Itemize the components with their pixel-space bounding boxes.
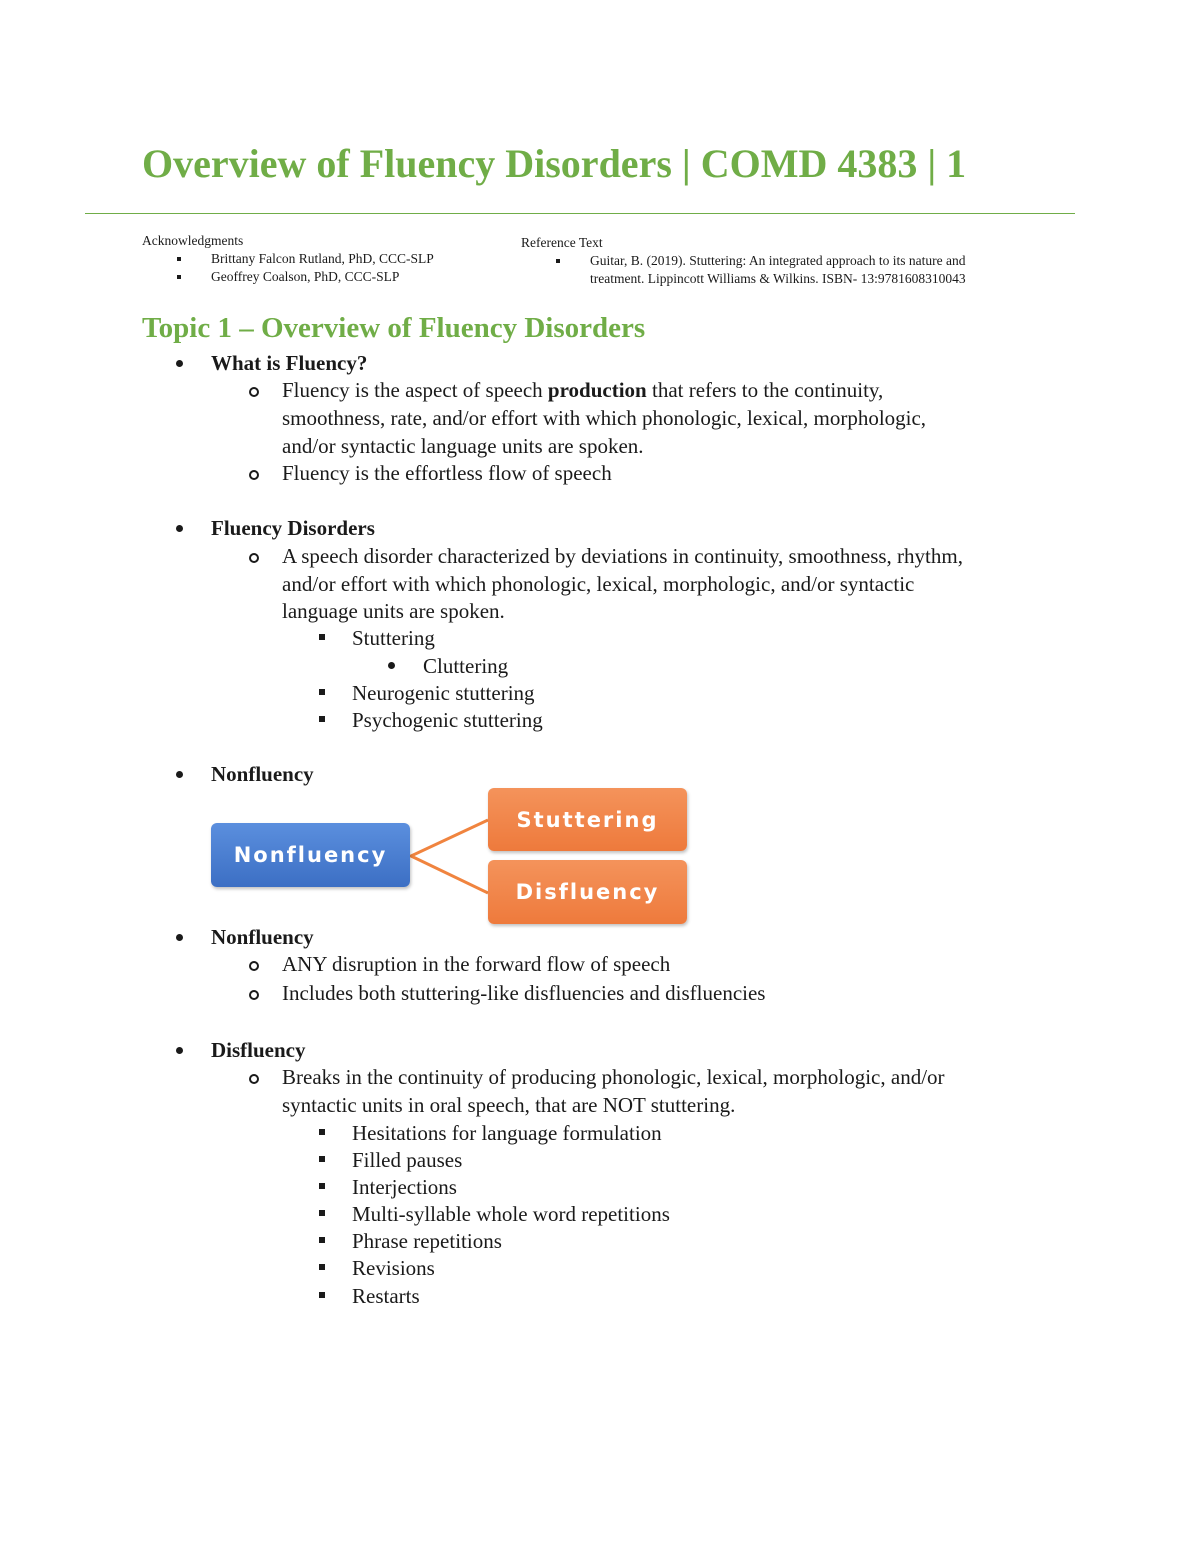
- list-item: Neurogenic stuttering: [352, 681, 535, 705]
- bullet-icon: [176, 934, 183, 941]
- acknowledgments-block: [142, 232, 502, 286]
- bullet-icon: [176, 360, 183, 367]
- section-heading: Disfluency: [211, 1038, 306, 1062]
- list-item: Revisions: [352, 1256, 435, 1280]
- diagram-branch-stuttering: Stuttering: [488, 788, 687, 851]
- definition-text: and/or effort with which phonologic, lexical, morphologic, and/or syntactic: [282, 572, 915, 596]
- diagram-branch-disfluency: Disfluency: [488, 860, 687, 924]
- definition-text: and/or syntactic language units are spoken.: [282, 434, 644, 458]
- square-bullet-icon: [177, 257, 181, 261]
- list-item: Brittany Falcon Rutland, PhD, CCC-SLP: [142, 250, 502, 268]
- square-bullet-icon: [319, 1210, 325, 1216]
- reference-block: [521, 234, 1041, 288]
- list-item: Multi-syllable whole word repetitions: [352, 1202, 670, 1226]
- definition-text: syntactic units in oral speech, that are NOT stuttering.: [282, 1093, 736, 1117]
- list-item: Interjections: [352, 1175, 457, 1199]
- square-bullet-icon: [319, 1156, 325, 1162]
- list-item: Hesitations for language formulation: [352, 1121, 662, 1145]
- circle-bullet-icon: [249, 990, 259, 1000]
- definition-text: Fluency is the effortless flow of speech: [282, 461, 612, 485]
- bullet-icon: [176, 525, 183, 532]
- section-heading: Fluency Disorders: [211, 516, 375, 540]
- square-bullet-icon: [177, 275, 181, 279]
- circle-bullet-icon: [249, 1074, 259, 1084]
- diagram-root-node: Nonfluency: [211, 823, 410, 887]
- connector-line: [411, 820, 488, 893]
- acknowledgments-list: [142, 250, 502, 286]
- reference-heading: Reference Text: [521, 235, 603, 250]
- square-bullet-icon: [319, 1292, 325, 1298]
- square-bullet-icon: [319, 1129, 325, 1135]
- title-divider: [85, 213, 1075, 214]
- section-heading: What is Fluency?: [211, 351, 368, 375]
- circle-bullet-icon: [249, 387, 259, 397]
- reference-list: [521, 252, 1041, 288]
- definition-text: language units are spoken.: [282, 599, 505, 623]
- circle-bullet-icon: [249, 553, 259, 563]
- square-bullet-icon: [319, 634, 325, 640]
- nonfluency-diagram: [205, 782, 695, 930]
- list-item: Psychogenic stuttering: [352, 708, 543, 732]
- definition-text: ANY disruption in the forward flow of speech: [282, 952, 671, 976]
- square-bullet-icon: [319, 689, 325, 695]
- definition-text: Includes both stuttering-like disfluencies and disfluencies: [282, 981, 766, 1005]
- square-bullet-icon: [319, 716, 325, 722]
- circle-bullet-icon: [249, 470, 259, 480]
- definition-text: smoothness, rate, and/or effort with which phonologic, lexical, morphologic,: [282, 406, 927, 430]
- bullet-icon: [176, 1047, 183, 1054]
- list-item: Phrase repetitions: [352, 1229, 502, 1253]
- bullet-icon: [176, 771, 183, 778]
- topic-heading: Topic 1 – Overview of Fluency Disorders: [142, 312, 646, 344]
- definition-text: Breaks in the continuity of producing phonologic, lexical, morphologic, and/or: [282, 1065, 945, 1089]
- square-bullet-icon: [319, 1264, 325, 1270]
- square-bullet-icon: [319, 1237, 325, 1243]
- list-item: Filled pauses: [352, 1148, 463, 1172]
- list-item: Restarts: [352, 1284, 420, 1308]
- definition-text: Fluency is the aspect of speech production that refers to the continuity,: [282, 378, 884, 402]
- page-title: Overview of Fluency Disorders | COMD 4383 | 1: [142, 141, 967, 186]
- bullet-icon: [388, 662, 395, 669]
- definition-text: A speech disorder characterized by deviations in continuity, smoothness, rhythm,: [282, 544, 963, 568]
- list-item: Guitar, B. (2019). Stuttering: An integrated approach to its nature and treatment. Lippincott Williams & Wilkins. ISBN- 13:9781608310043: [521, 252, 1041, 288]
- acknowledgments-heading: Acknowledgments: [142, 233, 244, 248]
- section-heading: Nonfluency: [211, 762, 314, 786]
- list-item: Geoffrey Coalson, PhD, CCC-SLP: [142, 268, 502, 286]
- section-heading: Nonfluency: [211, 925, 314, 949]
- list-item: Cluttering: [423, 654, 509, 678]
- circle-bullet-icon: [249, 961, 259, 971]
- square-bullet-icon: [556, 259, 560, 263]
- square-bullet-icon: [319, 1183, 325, 1189]
- list-item: Stuttering: [352, 626, 435, 650]
